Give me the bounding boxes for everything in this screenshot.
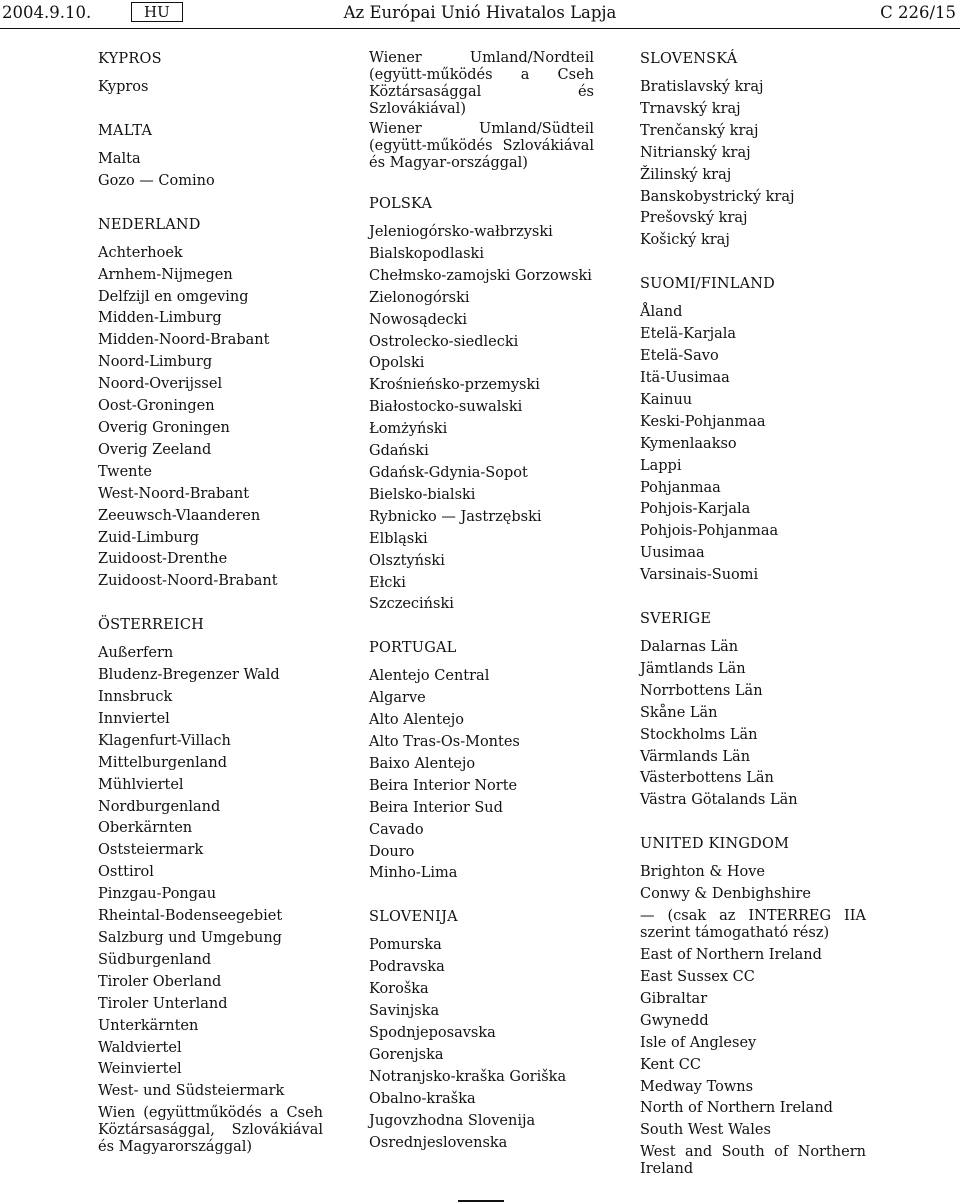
region-item: Zuidoost-Drenthe (98, 551, 228, 568)
region-item: Kymenlaakso (640, 435, 737, 452)
region-section (640, 833, 866, 1178)
region-item: Trenčanský kraj (640, 122, 759, 139)
region-item: Jeleniogórsko-wałbrzyski (369, 224, 553, 240)
region-item: Midden-Noord-Brabant (98, 332, 270, 349)
region-section (640, 273, 866, 587)
region-item: Gibraltar (640, 990, 708, 1007)
region-item: Kypros (98, 79, 149, 95)
region-item: Nowosądecki (369, 311, 468, 328)
country-heading: MALTA (98, 122, 153, 139)
region-section (369, 637, 594, 885)
region-section (98, 614, 323, 1156)
region-item: Szczeciński (369, 596, 454, 613)
region-section (98, 120, 323, 193)
region-item: Wiener Umland/Südteil (együtt-működés Szlovákiával és Magyar-országgal) (369, 121, 594, 171)
region-item: Unterkärnten (98, 1017, 199, 1034)
region-item: Oberkärnten (98, 820, 193, 837)
region-section (98, 48, 323, 99)
column-2 (369, 48, 594, 1175)
region-item: Prešovský kraj (640, 210, 748, 227)
region-item: Noord-Limburg (98, 354, 213, 371)
region-item: Beira Interior Sud (369, 799, 503, 816)
country-heading: SUOMI/FINLAND (640, 276, 775, 293)
region-item: Noord-Overijssel (98, 376, 223, 393)
country-heading: KYPROS (98, 51, 162, 67)
region-item: Gdańsk-Gdynia-Sopot (369, 464, 528, 481)
region-item: Conwy & Denbighshire (640, 886, 811, 903)
region-item: Tiroler Oberland (98, 973, 222, 990)
region-item: Skåne Län (640, 704, 718, 721)
region-item: Oost-Groningen (98, 398, 215, 415)
region-item: Bratislavský kraj (640, 79, 764, 95)
region-section (369, 193, 594, 616)
region-item: Olsztyński (369, 552, 445, 569)
region-item: Osttirol (98, 864, 154, 881)
region-item: Kainuu (640, 391, 693, 408)
region-item: Brighton & Hove (640, 864, 766, 881)
region-item: Zuidoost-Noord-Brabant (98, 573, 278, 590)
region-item: Stockholms Län (640, 726, 758, 743)
column-3 (640, 48, 866, 1199)
region-item: Pohjois-Karjala (640, 501, 751, 518)
region-item: Osrednjeslovenska (369, 1134, 508, 1151)
region-item: Gozo — Comino (98, 172, 215, 189)
region-item: Itä-Uusimaa (640, 369, 730, 386)
region-item: Åland (640, 304, 683, 321)
region-section (369, 906, 594, 1154)
region-item: Białostocko-suwalski (369, 399, 523, 416)
page-header (0, 0, 960, 28)
country-heading: SVERIGE (640, 611, 712, 628)
region-item: Notranjsko-kraška Goriška (369, 1068, 567, 1085)
region-item: Opolski (369, 355, 425, 372)
region-item: Gwynedd (640, 1012, 709, 1029)
region-item: Alto Alentejo (369, 712, 464, 729)
region-item: Zielonogórski (369, 289, 470, 306)
region-section (369, 50, 594, 172)
region-item: Bialskopodlaski (369, 245, 484, 262)
region-item: Savinjska (369, 1003, 440, 1020)
region-item: Twente (98, 463, 152, 480)
region-item: Pohjanmaa (640, 479, 721, 496)
region-item: East Sussex CC (640, 969, 755, 985)
region-item: Košický kraj (640, 232, 730, 249)
region-item: Malta (98, 150, 141, 167)
country-heading: SLOVENIJA (369, 909, 458, 926)
region-item: Chełmsko-zamojski Gorzowski (369, 267, 592, 284)
region-item: Mühlviertel (98, 776, 184, 793)
region-item: Gdański (369, 443, 429, 460)
country-heading: NEDERLAND (98, 216, 201, 233)
region-item: Arnhem-Nijmegen (98, 266, 233, 283)
region-item: Elbląski (369, 530, 428, 547)
region-item: West-Noord-Brabant (98, 485, 250, 502)
region-item: Nitrianský kraj (640, 144, 751, 161)
region-item: Rheintal-Bodenseegebiet (98, 908, 283, 925)
region-item: Oststeiermark (98, 842, 204, 859)
country-heading: SLOVENSKÁ (640, 51, 738, 67)
region-item: Südburgenland (98, 951, 212, 968)
region-item: Värmlands Län (640, 748, 751, 765)
region-item: Kent CC (640, 1056, 701, 1073)
region-item: Jugovzhodna Slovenija (369, 1112, 536, 1129)
region-item: Koroška (369, 981, 429, 998)
region-item: Žilinský kraj (640, 166, 732, 183)
region-item: East of Northern Ireland (640, 947, 822, 964)
page-number: C 226/15 (880, 3, 956, 22)
region-item: Zuid-Limburg (98, 529, 200, 546)
region-item: West and South of Northern Ireland (640, 1144, 866, 1178)
region-section (640, 608, 866, 812)
region-item: Cavado (369, 821, 424, 838)
region-item: Innsbruck (98, 689, 173, 706)
region-item: Norrbottens Län (640, 682, 763, 699)
region-item: Zeeuwsch-Vlaanderen (98, 507, 261, 524)
region-item: Pinzgau-Pongau (98, 886, 217, 903)
region-item: Pomurska (369, 937, 442, 954)
region-item: Minho-Lima (369, 865, 458, 882)
region-item: Bludenz-Bregenzer Wald (98, 667, 280, 684)
region-item: Nordburgenland (98, 798, 221, 815)
region-item: Baixo Alentejo (369, 755, 476, 772)
region-item: Ełcki (369, 574, 406, 591)
region-item: Mittelburgenland (98, 754, 228, 771)
region-section (640, 48, 866, 252)
region-item: Keski-Pohjanmaa (640, 413, 766, 430)
region-item: South West Wales (640, 1122, 771, 1139)
region-item: Douro (369, 843, 415, 860)
region-item: Isle of Anglesey (640, 1034, 757, 1051)
region-item: Krośnieńsko-przemyski (369, 377, 540, 394)
region-item: Rybnicko — Jastrzębski (369, 508, 542, 525)
region-item: Trnavský kraj (640, 100, 741, 117)
region-item: Achterhoek (98, 244, 183, 261)
region-item: — (csak az INTERREG IIA szerint támogatható rész) (640, 908, 866, 942)
header-rule (0, 28, 960, 29)
region-item: Obalno-kraška (369, 1090, 476, 1107)
column-1 (98, 48, 323, 1177)
journal-title: Az Európai Unió Hivatalos Lapja (343, 3, 617, 22)
region-item: Wien (együttműködés a Cseh Köztársasággal, Szlovákiával és Magyarországgal) (98, 1105, 323, 1156)
region-item: Varsinais-Suomi (640, 567, 759, 584)
region-item: Etelä-Savo (640, 348, 719, 365)
region-item: Tiroler Unterland (98, 995, 228, 1012)
region-item: Klagenfurt-Villach (98, 732, 231, 749)
region-item: North of Northern Ireland (640, 1100, 833, 1117)
region-item: Weinviertel (98, 1061, 182, 1078)
region-item: Wiener Umland/Nordteil (együtt-működés a Cseh Köztársasággal és Szlovákiával) (369, 50, 594, 117)
region-item: Beira Interior Norte (369, 777, 518, 794)
region-item: Alentejo Central (369, 668, 490, 685)
region-item: Spodnjeposavska (369, 1025, 496, 1041)
language-badge: HU (131, 2, 183, 22)
region-item: Overig Groningen (98, 419, 230, 436)
region-item: Bielsko-bialski (369, 486, 476, 503)
country-heading: PORTUGAL (369, 640, 457, 657)
country-heading: UNITED KINGDOM (640, 836, 790, 853)
region-item: Västerbottens Län (640, 770, 774, 787)
region-section (98, 214, 323, 594)
region-item: Salzburg und Umgebung (98, 930, 282, 946)
region-item: Dalarnas Län (640, 639, 739, 656)
country-heading: ÖSTERREICH (98, 617, 204, 634)
footer-rule (458, 1200, 504, 1202)
region-item: Uusimaa (640, 545, 705, 562)
region-item: Etelä-Karjala (640, 326, 737, 343)
region-item: Pohjois-Pohjanmaa (640, 523, 779, 540)
region-item: West- und Südsteiermark (98, 1083, 285, 1100)
region-item: Innviertel (98, 710, 170, 727)
region-item: Overig Zeeland (98, 441, 212, 458)
region-item: Alto Tras-Os-Montes (369, 734, 520, 751)
region-item: Gorenjska (369, 1046, 444, 1063)
region-item: Delfzijl en omgeving (98, 288, 249, 305)
country-heading: POLSKA (369, 196, 433, 212)
region-item: Ostrolecko-siedlecki (369, 333, 519, 350)
region-item: Jämtlands Län (640, 660, 746, 677)
region-item: Banskobystrický kraj (640, 188, 795, 205)
region-item: Łomżyński (369, 421, 448, 438)
region-item: Waldviertel (98, 1039, 182, 1056)
region-item: Podravska (369, 959, 445, 976)
region-item: Midden-Limburg (98, 310, 222, 327)
region-item: Lappi (640, 457, 682, 474)
region-item: Västra Götalands Län (640, 792, 798, 809)
region-item: Algarve (369, 690, 426, 707)
region-item: Außerfern (98, 645, 174, 662)
region-item: Medway Towns (640, 1078, 754, 1095)
publication-date: 2004.9.10. (2, 3, 92, 22)
